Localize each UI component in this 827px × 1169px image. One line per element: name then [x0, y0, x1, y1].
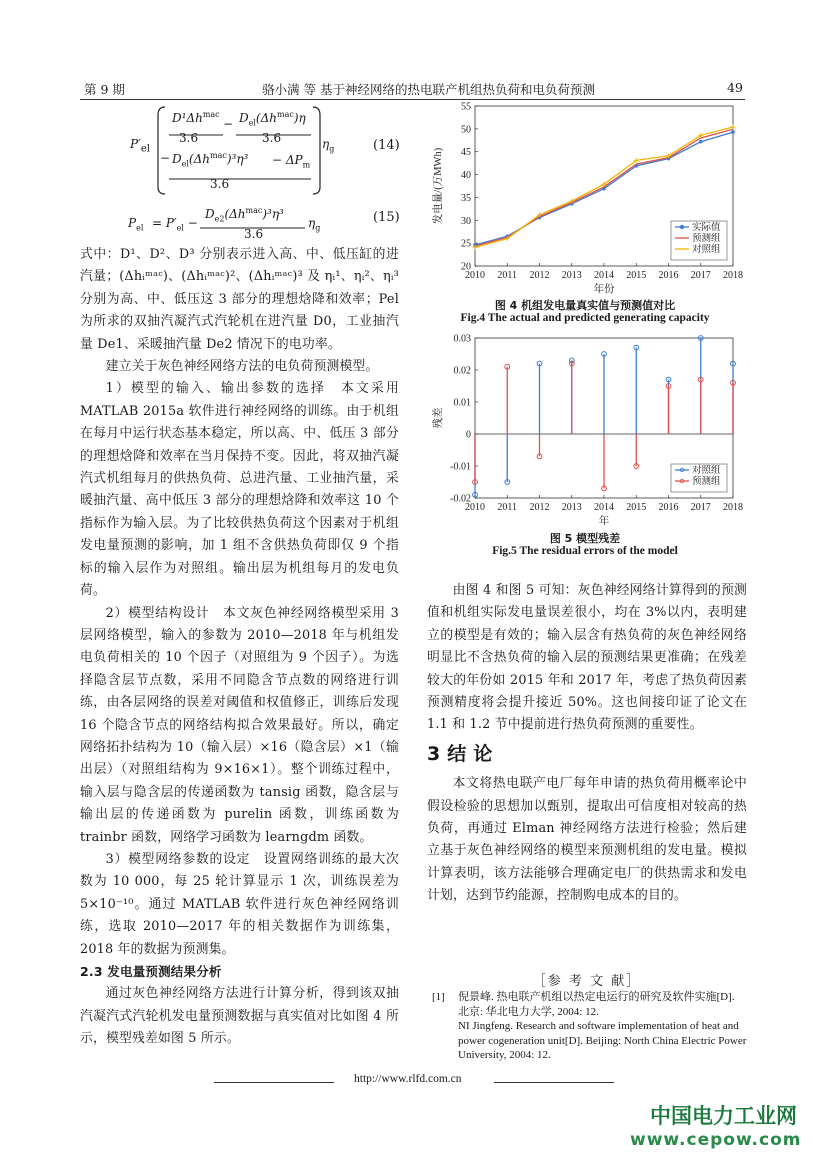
eq14-eta-g: $\eta_g$	[322, 137, 335, 154]
step2-paragraph	[80, 603, 399, 849]
eq14-row2-minus: −	[160, 151, 171, 165]
conclusion-text: 本文将热电联产电厂每年申请的热负荷用概率论中假设检验的思想加以甄别，提取出可信度相对较高的热负荷，再通过 Elman 神经网络方法进行检验；然后建立基于灰色神经网络的模型来预测机组的发电量。模拟计算表明，该方法能够合理确定电厂的供热需求和发电计划，达到节约能源，控制购电成本的目的。	[427, 776, 747, 904]
x-tick-label: 2017	[690, 502, 711, 513]
eq15-lhs: $P_{el}$	[128, 216, 144, 233]
x-tick-label: 2016	[658, 502, 679, 513]
x-tick-label: 2011	[497, 270, 518, 281]
x-tick-label: 2010	[465, 502, 485, 513]
figure-4-caption-en: Fig.4 The actual and predicted generating capacity	[460, 312, 710, 324]
left-column	[80, 244, 399, 1051]
y-tick-label: 20	[461, 261, 471, 273]
y-tick-label: 55	[461, 101, 471, 113]
section-3-heading: 3 结 论	[427, 742, 493, 765]
y-axis-label: 残差	[433, 407, 444, 429]
ref1-english: NI Jingfeng. Research and software implementation of heat and power cogeneration unit[D]. Beijing: North China Electric Power University, 2004: 12.	[458, 1020, 747, 1062]
x-tick-label: 2018	[723, 270, 743, 281]
y-tick-label: -0.01	[450, 461, 471, 473]
eq14-term1-num: $D^1\Delta h^{mac}$	[172, 110, 220, 125]
legend-label-对照组: 对照组	[692, 245, 721, 255]
x-tick-label: 2012	[529, 502, 550, 513]
y-axis-label: 发电量/(万MWh)	[433, 147, 444, 225]
legend-label-实际值: 实际值	[692, 223, 721, 233]
eq14-minus-1: −	[223, 117, 234, 131]
x-tick-label: 2013	[561, 270, 582, 281]
y-tick-label: -0.02	[450, 493, 471, 505]
eq15-number: (15)	[373, 210, 400, 225]
variable-definitions: 式中：D¹、D²、D³ 分别表示进入高、中、低压缸的进汽量；(Δhᵢᵐᵃᶜ)、(Δhᵢᵐᵃᶜ)²、(Δhᵢᵐᵃᶜ)³ 及 ηᵢ¹、ηᵢ²、ηᵢ³ 分别为高、中、低压这 3 部分的理想焓降和效率；Pel 为所求的双抽汽凝汽式汽轮机在进汽量 D0，工业抽汽量 De1、采暖抽汽量 De2 情况下的电功率。	[80, 247, 399, 352]
point-实际值	[699, 140, 703, 144]
y-tick-label: 45	[461, 147, 471, 159]
step2-text: 本文灰色神经网络模型采用 3 层网络模型，输入的参数为 2010—2018 年与机组发电负荷相关的 10 个因子（对照组为 9 个因子）。为选择隐含层节点数，采用不同隐含节点数的网络进行训练，由各层网络的误差对阈值和权值修正，训练后发现 16 个隐含节点的网络结构拟合效果最好。所以，确定网络拓扑结构为 10（输入层）×16（隐含层）×1（输出层）（对照组结构为 9×16×1）。整个训练过程中，输入层与隐含层的传递函数为 tansig 函数，隐含层与输出层的传递函数为 purelin 函数，训练函数为 trainbr 函数，网络学习函数为 learngdm 函数。	[80, 605, 400, 845]
references-title: ［参 考 文 献］	[532, 974, 642, 989]
figure-5-caption-cn: 图 5 模型残差	[549, 532, 621, 545]
eq14-term2-den: 3.6	[262, 131, 282, 145]
y-tick-label: 0	[466, 429, 471, 441]
y-tick-label: 25	[461, 238, 471, 250]
y-tick-label: 0.02	[453, 365, 471, 377]
journal-issue: 第 9 期	[84, 82, 125, 97]
legend-label-对照组: 对照组	[692, 466, 721, 476]
y-tick-label: 35	[461, 192, 471, 204]
eq14-term3-den: 3.6	[210, 177, 230, 191]
footer-url[interactable]: http://www.rlfd.com.cn	[354, 1073, 462, 1085]
footer-rule-right	[494, 1082, 614, 1083]
right-column	[427, 580, 747, 908]
watermark-url: www.cepow.com	[630, 1130, 802, 1150]
eq15-term-num: $D_{e2}(\Delta h^{mac})^3\eta^3$	[205, 206, 284, 224]
eq15-eta-g: $\eta_g$	[308, 216, 321, 233]
results-discussion: 由图 4 和图 5 可知：灰色神经网络计算得到的预测值和机组实际发电量误差很小，均在 3%以内，表明建立的模型是有效的；输入层含有热负荷的灰色神经网络明显比不含热负荷的输入层的预测结果更准确；在残差较大的年份如 2015 年和 2017 年，考虑了热负荷因素预测精度将会提升接近 50%。这也间接印证了论文在 1.1 和 1.2 节中提前进行热负荷预测的重要性。	[427, 583, 747, 733]
step1-text: 本文采用 MATLAB 2015a 软件进行神经网络的训练。由于机组在每月中运行状态基本稳定，所以高、中、低压 3 部分的理想焓降和效率在当月保持不变。因此，将双抽汽凝汽式机组每月的供热负荷、总进汽量、工业抽汽量，采暖抽汽量、高中低压 3 部分的理想焓降和效率这 10 个指标作为输入层。为了比较供热负荷这个因素对于机组发电量预测的影响，加 1 组不含供热负荷即仅 9 个指标的输入层作为对照组。输出层为机组每月的发电负荷。	[80, 381, 399, 599]
x-tick-label: 2014	[594, 270, 614, 281]
ref1-number: [1]	[432, 991, 445, 1003]
x-axis-label: 年份	[593, 284, 615, 295]
step1-label: 1）模型的输入、输出参数的选择	[105, 381, 326, 397]
y-tick-label: 0.01	[453, 397, 471, 409]
x-tick-label: 2017	[690, 270, 711, 281]
ref1-chinese: 倪景峰. 热电联产机组以热定电运行的研究及软件实施[D]. 北京: 华北电力大学, 2004: 12.	[458, 991, 735, 1018]
footer-rule-left	[214, 1082, 334, 1083]
legend-label-预测组: 预测组	[692, 234, 721, 244]
watermark-title: 中国电力工业网	[650, 1104, 797, 1128]
x-tick-label: 2013	[561, 502, 582, 513]
y-tick-label: 50	[461, 124, 471, 136]
page-number: 49	[727, 80, 743, 95]
point-对照组	[731, 125, 736, 130]
x-tick-label: 2016	[658, 270, 679, 281]
step3-label: 3）模型网络参数的设定	[105, 851, 251, 867]
x-tick-label: 2014	[594, 502, 614, 513]
eq14-lhs: $P'_{el}$	[130, 137, 150, 155]
figure-5-stem-chart	[425, 332, 745, 527]
eq15-rhs-a: = $P'_{el}$ −	[152, 216, 198, 233]
step2-label: 2）模型结构设计	[105, 605, 210, 621]
ref1-entry	[458, 990, 748, 1063]
figure-4-caption-cn: 图 4 机组发电量真实值与预测值对比	[494, 299, 676, 312]
eq14-term4: − $\Delta P_m$	[272, 153, 311, 170]
step3-paragraph	[80, 849, 399, 961]
step1-paragraph	[80, 378, 399, 602]
legend-label-预测组: 预测组	[692, 477, 721, 487]
y-tick-label: 0.03	[453, 333, 471, 345]
eq14-term1-den: 3.6	[179, 131, 199, 145]
running-title: 骆小满 等 基于神经网络的热电联产机组热负荷和电负荷预测	[262, 82, 595, 97]
eq14-term2-num: $D_{el}(\Delta h^{mac})\eta$	[239, 110, 306, 128]
x-tick-label: 2010	[465, 270, 485, 281]
step3-text: 设置网络训练的最大次数为 10 000，每 25 轮计算显示 1 次，训练误差为 5×10⁻¹⁰。通过 MATLAB 软件进行灰色神经网络训练，选取 2010—2017 年的相关数据作为训练集，2018 年的数据为预测集。	[80, 851, 400, 957]
x-tick-label: 2018	[723, 502, 743, 513]
eq15-term-den: 3.6	[244, 227, 264, 241]
results-intro: 通过灰色神经网络方法进行计算分析，得到该双抽汽凝汽式汽轮机发电量预测数据与真实值对比如图 4 所示，模型残差如图 5 所示。	[80, 986, 399, 1047]
section-2-3-heading: 2.3 发电量预测结果分析	[80, 964, 222, 979]
x-axis-label: 年	[598, 516, 610, 527]
x-tick-label: 2015	[626, 502, 647, 513]
y-tick-label: 30	[461, 215, 471, 227]
x-tick-label: 2011	[497, 502, 518, 513]
x-tick-label: 2012	[529, 270, 550, 281]
y-tick-label: 40	[461, 170, 471, 182]
eq14-term3-num: $D_{el}(\Delta h^{mac})^3\eta^3$	[172, 151, 249, 169]
legend-marker-实际值	[680, 225, 684, 229]
point-实际值	[731, 130, 735, 134]
figure-4-line-chart	[425, 100, 745, 295]
eq14-number: (14)	[373, 138, 400, 153]
model-intro: 建立关于灰色神经网络方法的电负荷预测模型。	[105, 359, 379, 375]
figure-5-caption-en: Fig.5 The residual errors of the model	[492, 545, 678, 557]
x-tick-label: 2015	[626, 270, 647, 281]
